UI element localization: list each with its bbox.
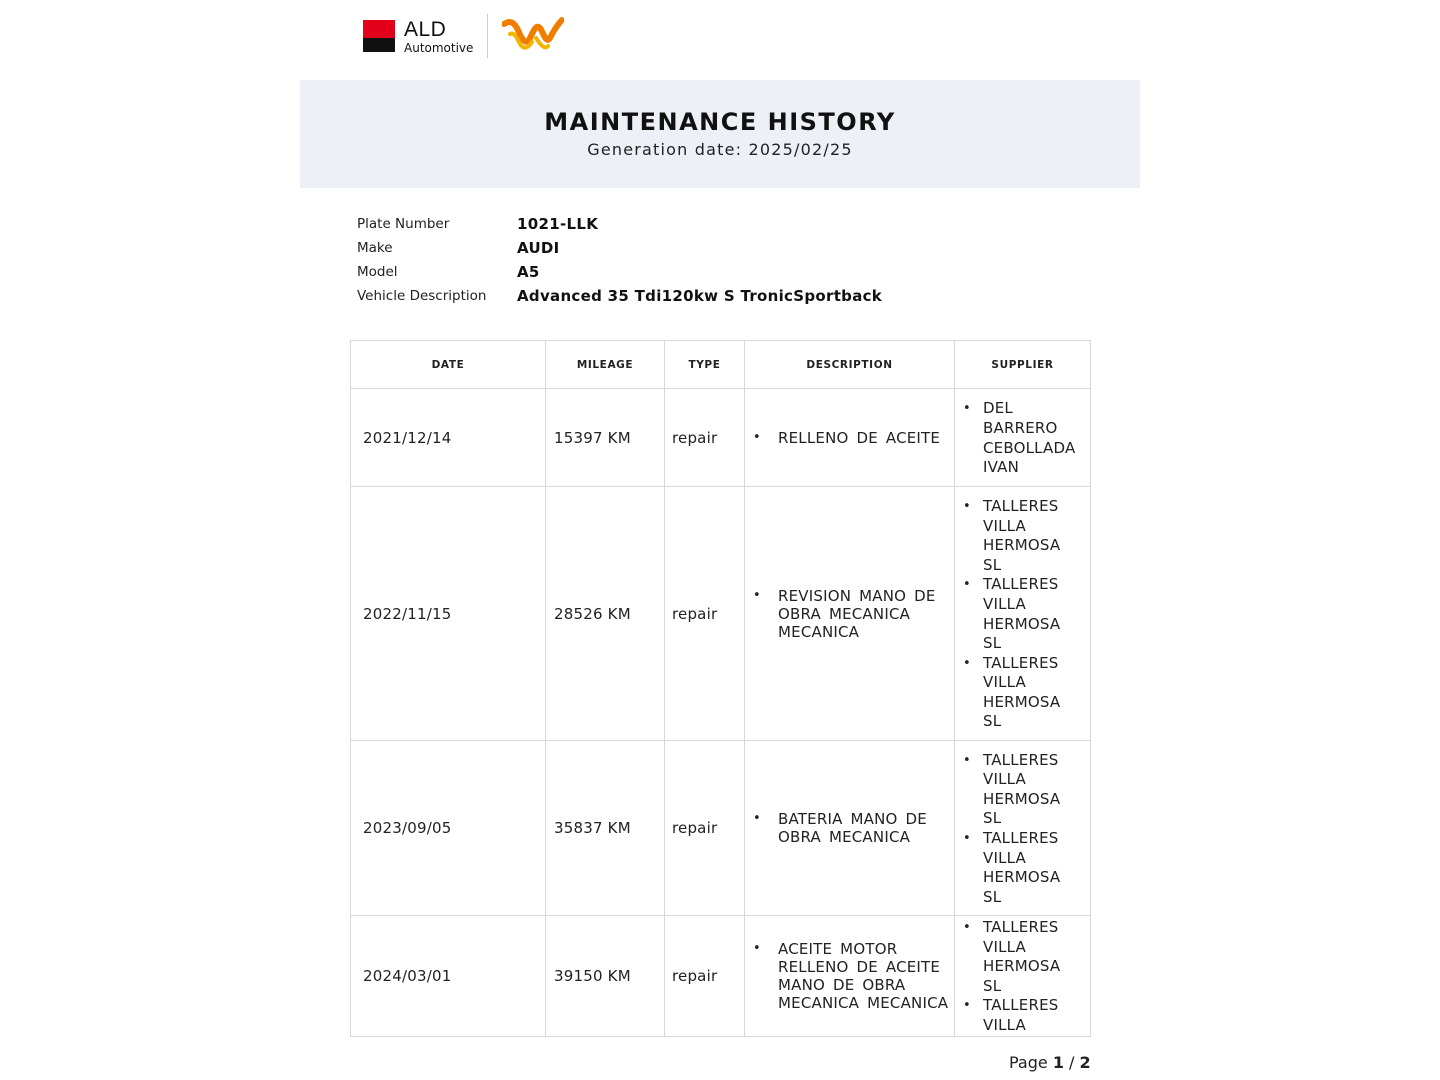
description-label: Vehicle Description xyxy=(357,288,487,304)
cell-description xyxy=(745,741,955,916)
info-row-description xyxy=(357,284,882,308)
cell-supplier xyxy=(955,389,1091,487)
supplier-item xyxy=(963,399,1086,477)
supplier-name: • TALLERES VILLA HERMOSA SL xyxy=(983,750,1061,828)
cell-type: repair xyxy=(665,389,745,487)
supplier-item xyxy=(963,497,1086,575)
col-header-type: TYPE xyxy=(665,341,745,389)
supplier-name: • TALLERES VILLA HERMOSA SL xyxy=(983,653,1061,731)
supplier-item xyxy=(963,654,1086,732)
ald-logo-text xyxy=(404,19,473,54)
supplier-item xyxy=(963,829,1086,907)
title-band xyxy=(300,80,1140,188)
page-indicator xyxy=(1009,1053,1091,1072)
table-row xyxy=(351,487,1091,741)
supplier-name: • TALLERES VILLA HERMOSA SL xyxy=(983,575,1061,653)
cell-mileage: 15397 KM xyxy=(546,389,665,487)
col-header-mileage: MILEAGE xyxy=(546,341,665,389)
description-item: • BATERIA MANO DE OBRA MECANICA xyxy=(753,810,950,846)
header-logos xyxy=(363,12,564,60)
generation-date: Generation date: 2025/02/25 xyxy=(587,140,853,159)
model-value: A5 xyxy=(517,263,540,281)
info-row-plate xyxy=(357,212,882,236)
cell-type: repair xyxy=(665,916,745,1037)
cell-description xyxy=(745,916,955,1037)
cell-date: 2023/09/05 xyxy=(351,741,546,916)
cell-date: 2024/03/01 xyxy=(351,916,546,1037)
plate-label: Plate Number xyxy=(357,216,450,232)
description-value: Advanced 35 Tdi120kw S TronicSportback xyxy=(517,287,883,305)
cell-mileage: 39150 KM xyxy=(546,916,665,1037)
make-label: Make xyxy=(357,240,393,256)
table-row xyxy=(351,741,1091,916)
col-header-date: DATE xyxy=(351,341,546,389)
cell-date: 2022/11/15 xyxy=(351,487,546,741)
cell-type: repair xyxy=(665,487,745,741)
info-row-model xyxy=(357,260,882,284)
cell-supplier xyxy=(955,741,1091,916)
pager-current: 1 xyxy=(1052,1053,1064,1072)
supplier-item xyxy=(963,996,1086,1035)
col-header-description: DESCRIPTION xyxy=(745,341,955,389)
cell-description xyxy=(745,389,955,487)
vehicle-info xyxy=(357,212,882,308)
table-header-row xyxy=(351,341,1091,389)
cell-type: repair xyxy=(665,741,745,916)
table-row xyxy=(351,389,1091,487)
make-value: AUDI xyxy=(517,239,560,257)
cell-mileage: 28526 KM xyxy=(546,487,665,741)
ald-subtitle: Automotive xyxy=(404,40,474,55)
supplier-item xyxy=(963,575,1086,653)
description-item: • ACEITE MOTOR RELLENO DE ACEITE MANO DE OBRA MECANICA MECANICA xyxy=(753,940,950,1012)
supplier-item xyxy=(963,918,1086,996)
table-row xyxy=(351,916,1091,1037)
pager-prefix: Page xyxy=(1009,1053,1053,1072)
supplier-name: • TALLERES VILLA xyxy=(983,996,1059,1034)
logo-divider xyxy=(487,14,488,58)
pager-total: 2 xyxy=(1079,1053,1091,1072)
cell-date: 2021/12/14 xyxy=(351,389,546,487)
maintenance-table xyxy=(350,340,1091,1037)
plate-value: 1021-LLK xyxy=(517,215,599,233)
cell-description xyxy=(745,487,955,741)
leaseplan-flag-logo-icon xyxy=(502,16,564,56)
page-title: MAINTENANCE HISTORY xyxy=(544,108,896,136)
cell-supplier xyxy=(955,487,1091,741)
col-header-supplier: SUPPLIER xyxy=(955,341,1091,389)
cell-supplier xyxy=(955,916,1091,1037)
supplier-name: • TALLERES VILLA HERMOSA SL xyxy=(983,829,1061,906)
ald-name: ALD xyxy=(404,17,447,41)
ald-logo-icon xyxy=(363,20,395,52)
supplier-name: • DEL BARRERO CEBOLLADA IVAN xyxy=(983,399,1076,477)
description-item: • RELLENO DE ACEITE xyxy=(753,429,950,447)
description-item: • REVISION MANO DE OBRA MECANICA MECANICA xyxy=(753,587,950,641)
info-row-make xyxy=(357,236,882,260)
supplier-name: • TALLERES VILLA HERMOSA SL xyxy=(983,496,1061,574)
pager-sep: / xyxy=(1063,1053,1080,1072)
cell-mileage: 35837 KM xyxy=(546,741,665,916)
model-label: Model xyxy=(357,264,398,280)
supplier-item xyxy=(963,751,1086,829)
supplier-name: • TALLERES VILLA HERMOSA SL xyxy=(983,918,1061,995)
